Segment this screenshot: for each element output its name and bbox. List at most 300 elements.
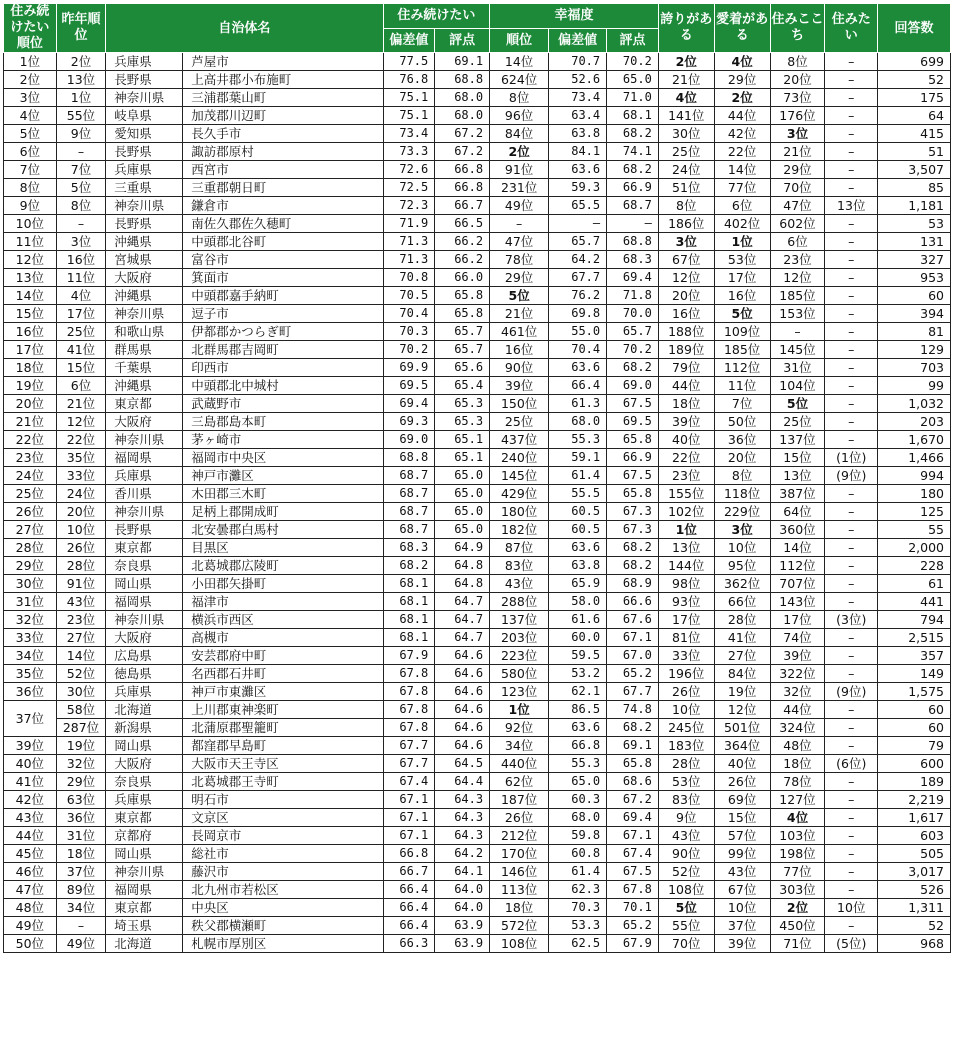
responses-cell: 994	[878, 467, 951, 485]
table-row	[4, 341, 951, 359]
municipality-cell: 北九州市若松区	[183, 881, 383, 899]
prev-rank-cell: 17位	[56, 305, 106, 323]
happiness-score-cell: 67.6	[607, 611, 659, 629]
table-row	[4, 323, 951, 341]
happiness-score-cell: 69.0	[607, 377, 659, 395]
responses-cell: 603	[878, 827, 951, 845]
want-stay-dev-cell: 66.4	[383, 899, 435, 917]
happiness-score-cell: 70.2	[607, 53, 659, 71]
happiness-score-cell: 65.2	[607, 917, 659, 935]
rank-cell: 24位	[4, 467, 57, 485]
responses-cell: 703	[878, 359, 951, 377]
prev-rank-cell: 32位	[56, 755, 106, 773]
happiness-rank-cell: 461位	[490, 323, 549, 341]
pride-cell: 33位	[658, 647, 714, 665]
want-stay-dev-cell: 69.3	[383, 413, 435, 431]
happiness-rank-cell: 240位	[490, 449, 549, 467]
happiness-rank-cell: 43位	[490, 575, 549, 593]
want-stay-score-cell: 67.2	[435, 125, 490, 143]
happiness-dev-cell: 63.6	[549, 539, 607, 557]
header-happiness-rank: 順位	[490, 28, 549, 53]
want-live-cell: 10位	[825, 899, 878, 917]
prefecture-cell: 北海道	[106, 701, 183, 719]
responses-cell: 55	[878, 521, 951, 539]
happiness-score-cell: 71.8	[607, 287, 659, 305]
comfort-cell: 31位	[770, 359, 825, 377]
municipality-cell: 中央区	[183, 899, 383, 917]
attachment-cell: 10位	[714, 899, 770, 917]
attachment-cell: 364位	[714, 737, 770, 755]
table-row	[4, 899, 951, 917]
rank-cell: 33位	[4, 629, 57, 647]
pride-cell: 53位	[658, 773, 714, 791]
attachment-cell: 6位	[714, 197, 770, 215]
want-live-cell: –	[825, 395, 878, 413]
pride-cell: 21位	[658, 71, 714, 89]
attachment-cell: 69位	[714, 791, 770, 809]
table-row	[4, 431, 951, 449]
pride-cell: 8位	[658, 197, 714, 215]
prev-rank-cell: 55位	[56, 107, 106, 125]
happiness-score-cell: 67.0	[607, 647, 659, 665]
happiness-dev-cell: 65.0	[549, 773, 607, 791]
municipality-cell: 伊都郡かつらぎ町	[183, 323, 383, 341]
table-row	[4, 611, 951, 629]
happiness-score-cell: 65.8	[607, 485, 659, 503]
rank-cell: 4位	[4, 107, 57, 125]
responses-cell: 189	[878, 773, 951, 791]
want-stay-dev-cell: 66.7	[383, 863, 435, 881]
pride-cell: 83位	[658, 791, 714, 809]
happiness-dev-cell: 63.8	[549, 125, 607, 143]
comfort-cell: 198位	[770, 845, 825, 863]
pride-cell: 1位	[658, 521, 714, 539]
happiness-rank-cell: 78位	[490, 251, 549, 269]
prev-rank-cell: 10位	[56, 521, 106, 539]
happiness-rank-cell: 108位	[490, 935, 549, 953]
want-stay-score-cell: 65.8	[435, 287, 490, 305]
want-stay-score-cell: 64.0	[435, 881, 490, 899]
responses-cell: 394	[878, 305, 951, 323]
happiness-score-cell: 74.1	[607, 143, 659, 161]
want-stay-dev-cell: 66.3	[383, 935, 435, 953]
prefecture-cell: 神奈川県	[106, 197, 183, 215]
want-stay-dev-cell: 69.0	[383, 431, 435, 449]
want-stay-score-cell: 65.1	[435, 449, 490, 467]
pride-cell: 144位	[658, 557, 714, 575]
happiness-rank-cell: 96位	[490, 107, 549, 125]
happiness-score-cell: 68.1	[607, 107, 659, 125]
pride-cell: 81位	[658, 629, 714, 647]
municipality-cell: 秩父郡横瀬町	[183, 917, 383, 935]
municipality-cell: 足柄上郡開成町	[183, 503, 383, 521]
happiness-score-cell: 67.7	[607, 683, 659, 701]
happiness-dev-cell: 70.3	[549, 899, 607, 917]
municipality-cell: 都窪郡早島町	[183, 737, 383, 755]
want-stay-score-cell: 65.8	[435, 305, 490, 323]
municipality-cell: 神戸市東灘区	[183, 683, 383, 701]
prev-rank-cell: 6位	[56, 377, 106, 395]
table-row	[4, 917, 951, 935]
table-row	[4, 233, 951, 251]
happiness-rank-cell: 182位	[490, 521, 549, 539]
want-stay-score-cell: 64.5	[435, 755, 490, 773]
prefecture-cell: 群馬県	[106, 341, 183, 359]
prev-rank-cell: 287位	[56, 719, 106, 737]
rank-cell: 3位	[4, 89, 57, 107]
comfort-cell: 13位	[770, 467, 825, 485]
comfort-cell: 21位	[770, 143, 825, 161]
rank-cell: 23位	[4, 449, 57, 467]
prefecture-cell: 沖縄県	[106, 377, 183, 395]
pride-cell: 24位	[658, 161, 714, 179]
municipality-cell: 神戸市灘区	[183, 467, 383, 485]
happiness-score-cell: 68.2	[607, 359, 659, 377]
comfort-cell: 103位	[770, 827, 825, 845]
prefecture-cell: 兵庫県	[106, 791, 183, 809]
table-row	[4, 629, 951, 647]
want-live-cell: –	[825, 629, 878, 647]
happiness-score-cell: 68.2	[607, 161, 659, 179]
attachment-cell: 109位	[714, 323, 770, 341]
want-stay-dev-cell: 67.9	[383, 647, 435, 665]
happiness-score-cell: 68.9	[607, 575, 659, 593]
comfort-cell: 20位	[770, 71, 825, 89]
want-stay-dev-cell: 72.5	[383, 179, 435, 197]
attachment-cell: 84位	[714, 665, 770, 683]
want-stay-score-cell: 67.2	[435, 143, 490, 161]
happiness-score-cell: 67.5	[607, 863, 659, 881]
prev-rank-cell: 29位	[56, 773, 106, 791]
responses-cell: 228	[878, 557, 951, 575]
want-live-cell: –	[825, 305, 878, 323]
rank-cell: 44位	[4, 827, 57, 845]
responses-cell: 357	[878, 647, 951, 665]
happiness-score-cell: 65.8	[607, 755, 659, 773]
happiness-score-cell: 68.8	[607, 233, 659, 251]
municipality-cell: 鎌倉市	[183, 197, 383, 215]
table-row	[4, 485, 951, 503]
rank-cell: 20位	[4, 395, 57, 413]
attachment-cell: 229位	[714, 503, 770, 521]
comfort-cell: 602位	[770, 215, 825, 233]
table-row	[4, 503, 951, 521]
prefecture-cell: 神奈川県	[106, 431, 183, 449]
want-stay-score-cell: 66.8	[435, 161, 490, 179]
want-stay-dev-cell: 66.4	[383, 881, 435, 899]
attachment-cell: 14位	[714, 161, 770, 179]
happiness-rank-cell: 92位	[490, 719, 549, 737]
rank-cell: 16位	[4, 323, 57, 341]
want-stay-score-cell: 64.6	[435, 647, 490, 665]
comfort-cell: 71位	[770, 935, 825, 953]
happiness-score-cell: 67.4	[607, 845, 659, 863]
municipality-cell: 名西郡石井町	[183, 665, 383, 683]
comfort-cell: 3位	[770, 125, 825, 143]
happiness-score-cell: 67.3	[607, 503, 659, 521]
municipality-cell: 総社市	[183, 845, 383, 863]
header-responses: 回答数	[878, 4, 951, 53]
prefecture-cell: 福岡県	[106, 593, 183, 611]
prev-rank-cell: 5位	[56, 179, 106, 197]
prev-rank-cell: 11位	[56, 269, 106, 287]
responses-cell: 81	[878, 323, 951, 341]
attachment-cell: 19位	[714, 683, 770, 701]
want-stay-dev-cell: 67.8	[383, 719, 435, 737]
rank-cell: 15位	[4, 305, 57, 323]
municipality-cell: 福津市	[183, 593, 383, 611]
want-live-cell: –	[825, 287, 878, 305]
happiness-dev-cell: 63.8	[549, 557, 607, 575]
municipality-cell: 三浦郡葉山町	[183, 89, 383, 107]
header-want-stay: 住み続けたい	[383, 4, 490, 29]
header-happiness-score: 評点	[607, 28, 659, 53]
municipality-cell: 芦屋市	[183, 53, 383, 71]
table-row	[4, 377, 951, 395]
comfort-cell: 12位	[770, 269, 825, 287]
comfort-cell: 143位	[770, 593, 825, 611]
prefecture-cell: 岡山県	[106, 845, 183, 863]
happiness-dev-cell: 66.4	[549, 377, 607, 395]
comfort-cell: 707位	[770, 575, 825, 593]
pride-cell: 10位	[658, 701, 714, 719]
want-stay-score-cell: 64.3	[435, 827, 490, 845]
want-stay-dev-cell: 68.1	[383, 593, 435, 611]
prefecture-cell: 広島県	[106, 647, 183, 665]
attachment-cell: 17位	[714, 269, 770, 287]
municipality-cell: 大阪市天王寺区	[183, 755, 383, 773]
happiness-dev-cell: 59.3	[549, 179, 607, 197]
pride-cell: 30位	[658, 125, 714, 143]
attachment-cell: 22位	[714, 143, 770, 161]
attachment-cell: 2位	[714, 89, 770, 107]
happiness-rank-cell: 1位	[490, 701, 549, 719]
want-live-cell: (6位)	[825, 755, 878, 773]
attachment-cell: 3位	[714, 521, 770, 539]
responses-cell: 505	[878, 845, 951, 863]
rank-cell: 30位	[4, 575, 57, 593]
want-stay-score-cell: 66.5	[435, 215, 490, 233]
municipality-cell: 北安曇郡白馬村	[183, 521, 383, 539]
responses-cell: 60	[878, 287, 951, 305]
want-stay-dev-cell: 68.8	[383, 449, 435, 467]
want-stay-score-cell: 65.7	[435, 341, 490, 359]
want-live-cell: (3位)	[825, 611, 878, 629]
municipality-cell: 目黒区	[183, 539, 383, 557]
prefecture-cell: 岡山県	[106, 575, 183, 593]
want-stay-dev-cell: 66.8	[383, 845, 435, 863]
want-stay-score-cell: 66.0	[435, 269, 490, 287]
rank-cell: 40位	[4, 755, 57, 773]
prefecture-cell: 福岡県	[106, 881, 183, 899]
happiness-score-cell: 68.3	[607, 251, 659, 269]
ranking-table-container	[3, 3, 951, 953]
table-row	[4, 179, 951, 197]
want-live-cell: –	[825, 719, 878, 737]
happiness-score-cell: 69.5	[607, 413, 659, 431]
table-row	[4, 575, 951, 593]
want-stay-score-cell: 66.8	[435, 179, 490, 197]
want-stay-dev-cell: 72.6	[383, 161, 435, 179]
want-stay-score-cell: 68.0	[435, 89, 490, 107]
rank-cell: 5位	[4, 125, 57, 143]
want-stay-score-cell: 64.8	[435, 575, 490, 593]
prev-rank-cell: 4位	[56, 287, 106, 305]
happiness-score-cell: 65.7	[607, 323, 659, 341]
municipality-cell: 安芸郡府中町	[183, 647, 383, 665]
attachment-cell: 37位	[714, 917, 770, 935]
want-stay-dev-cell: 67.1	[383, 791, 435, 809]
table-row	[4, 413, 951, 431]
happiness-rank-cell: –	[490, 215, 549, 233]
happiness-dev-cell: 64.2	[549, 251, 607, 269]
pride-cell: 4位	[658, 89, 714, 107]
responses-cell: 99	[878, 377, 951, 395]
want-stay-dev-cell: 67.8	[383, 665, 435, 683]
attachment-cell: 118位	[714, 485, 770, 503]
prefecture-cell: 三重県	[106, 179, 183, 197]
want-stay-score-cell: 68.8	[435, 71, 490, 89]
happiness-rank-cell: 437位	[490, 431, 549, 449]
happiness-rank-cell: 180位	[490, 503, 549, 521]
want-stay-score-cell: 66.2	[435, 233, 490, 251]
comfort-cell: 145位	[770, 341, 825, 359]
prefecture-cell: 和歌山県	[106, 323, 183, 341]
prev-rank-cell: 23位	[56, 611, 106, 629]
prev-rank-cell: 19位	[56, 737, 106, 755]
want-live-cell: –	[825, 737, 878, 755]
happiness-rank-cell: 113位	[490, 881, 549, 899]
responses-cell: 60	[878, 701, 951, 719]
want-stay-dev-cell: 69.5	[383, 377, 435, 395]
comfort-cell: 47位	[770, 197, 825, 215]
prefecture-cell: 長野県	[106, 215, 183, 233]
want-stay-score-cell: 65.0	[435, 521, 490, 539]
want-stay-dev-cell: 69.4	[383, 395, 435, 413]
happiness-rank-cell: 2位	[490, 143, 549, 161]
want-stay-dev-cell: 76.8	[383, 71, 435, 89]
prefecture-cell: 兵庫県	[106, 161, 183, 179]
prev-rank-cell: 63位	[56, 791, 106, 809]
rank-cell: 19位	[4, 377, 57, 395]
want-stay-score-cell: 64.9	[435, 539, 490, 557]
happiness-dev-cell: 60.3	[549, 791, 607, 809]
happiness-score-cell: 70.0	[607, 305, 659, 323]
happiness-dev-cell: 58.0	[549, 593, 607, 611]
table-row	[4, 107, 951, 125]
rank-cell: 18位	[4, 359, 57, 377]
prev-rank-cell: 37位	[56, 863, 106, 881]
rank-cell: 7位	[4, 161, 57, 179]
want-stay-dev-cell: 77.5	[383, 53, 435, 71]
prefecture-cell: 北海道	[106, 935, 183, 953]
responses-cell: 180	[878, 485, 951, 503]
want-live-cell: –	[825, 593, 878, 611]
rank-cell: 26位	[4, 503, 57, 521]
prev-rank-cell: –	[56, 917, 106, 935]
prefecture-cell: 神奈川県	[106, 503, 183, 521]
pride-cell: 39位	[658, 413, 714, 431]
happiness-score-cell: 67.9	[607, 935, 659, 953]
responses-cell: 1,311	[878, 899, 951, 917]
pride-cell: 188位	[658, 323, 714, 341]
happiness-rank-cell: 26位	[490, 809, 549, 827]
prev-rank-cell: 89位	[56, 881, 106, 899]
want-stay-score-cell: 64.6	[435, 719, 490, 737]
want-stay-score-cell: 69.1	[435, 53, 490, 71]
happiness-dev-cell: 60.8	[549, 845, 607, 863]
want-stay-dev-cell: 68.7	[383, 503, 435, 521]
want-live-cell: –	[825, 647, 878, 665]
want-stay-score-cell: 68.0	[435, 107, 490, 125]
rank-cell: 2位	[4, 71, 57, 89]
responses-cell: 968	[878, 935, 951, 953]
happiness-score-cell: 65.0	[607, 71, 659, 89]
want-stay-dev-cell: 68.1	[383, 629, 435, 647]
comfort-cell: 360位	[770, 521, 825, 539]
prefecture-cell: 岡山県	[106, 737, 183, 755]
prev-rank-cell: 91位	[56, 575, 106, 593]
want-stay-score-cell: 65.0	[435, 467, 490, 485]
comfort-cell: 25位	[770, 413, 825, 431]
attachment-cell: 28位	[714, 611, 770, 629]
happiness-rank-cell: 62位	[490, 773, 549, 791]
prefecture-cell: 大阪府	[106, 755, 183, 773]
pride-cell: 90位	[658, 845, 714, 863]
want-stay-dev-cell: 75.1	[383, 107, 435, 125]
happiness-rank-cell: 29位	[490, 269, 549, 287]
municipality-cell: 木田郡三木町	[183, 485, 383, 503]
attachment-cell: 43位	[714, 863, 770, 881]
want-stay-dev-cell: 71.3	[383, 233, 435, 251]
prev-rank-cell: 35位	[56, 449, 106, 467]
table-row	[4, 557, 951, 575]
happiness-dev-cell: 65.7	[549, 233, 607, 251]
comfort-cell: 78位	[770, 773, 825, 791]
prev-rank-cell: 34位	[56, 899, 106, 917]
prev-rank-cell: 25位	[56, 323, 106, 341]
table-body	[4, 53, 951, 953]
prev-rank-cell: 28位	[56, 557, 106, 575]
want-stay-score-cell: 64.4	[435, 773, 490, 791]
table-row	[4, 89, 951, 107]
want-stay-score-cell: 64.6	[435, 701, 490, 719]
happiness-score-cell: 74.8	[607, 701, 659, 719]
table-row	[4, 827, 951, 845]
happiness-rank-cell: 624位	[490, 71, 549, 89]
happiness-dev-cell: 86.5	[549, 701, 607, 719]
pride-cell: 155位	[658, 485, 714, 503]
rank-cell: 21位	[4, 413, 57, 431]
responses-cell: 125	[878, 503, 951, 521]
responses-cell: 2,515	[878, 629, 951, 647]
municipality-cell: 上高井郡小布施町	[183, 71, 383, 89]
ranking-table	[3, 3, 951, 953]
header-pride: 誇りがある	[658, 4, 714, 53]
comfort-cell: 8位	[770, 53, 825, 71]
prefecture-cell: 神奈川県	[106, 863, 183, 881]
attachment-cell: 39位	[714, 935, 770, 953]
happiness-rank-cell: 34位	[490, 737, 549, 755]
header-want-live: 住みたい	[825, 4, 878, 53]
header-score: 評点	[435, 28, 490, 53]
attachment-cell: 362位	[714, 575, 770, 593]
want-stay-score-cell: 66.7	[435, 197, 490, 215]
responses-cell: 51	[878, 143, 951, 161]
attachment-cell: 27位	[714, 647, 770, 665]
happiness-dev-cell: 61.6	[549, 611, 607, 629]
want-live-cell: –	[825, 413, 878, 431]
